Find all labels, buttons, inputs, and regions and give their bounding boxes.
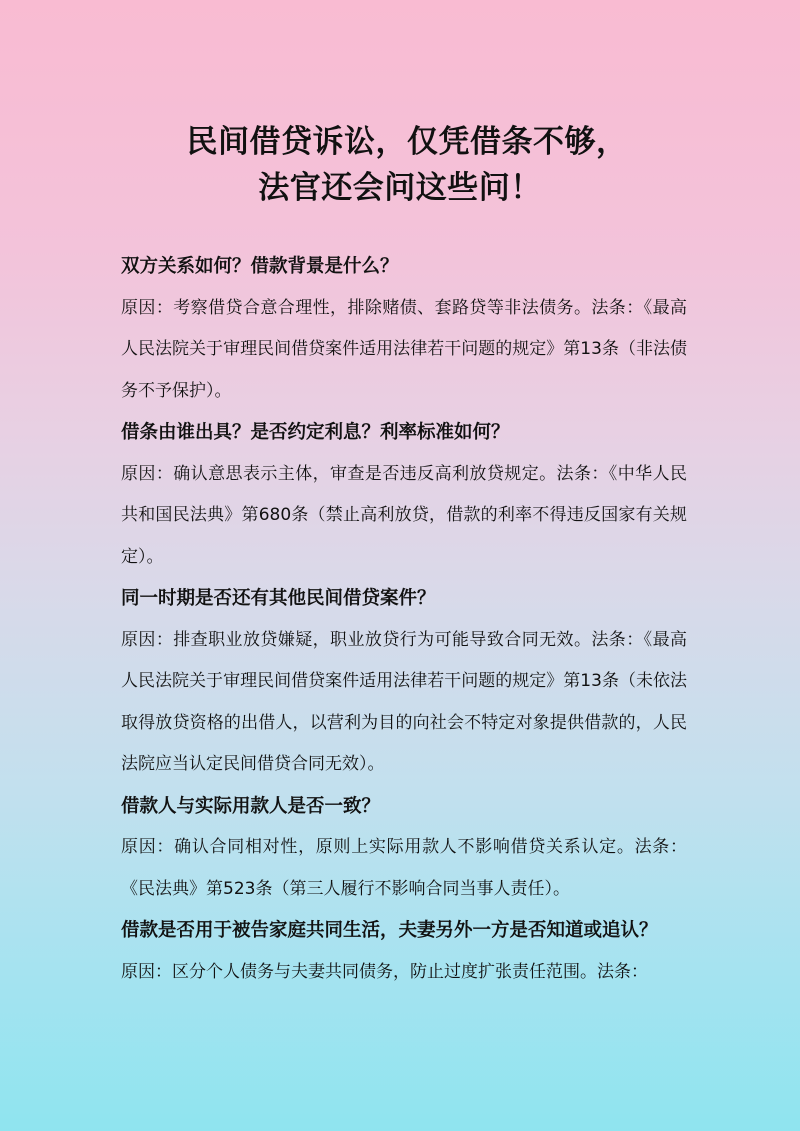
answer: 原因：排查职业放贷嫌疑，职业放贷行为可能导致合同无效。法条：《最高人民法院关于审理民间借贷案件适用法律若干问题的规定》第13条（未依法取得放贷资格的出借人，以营利为目的向社会不特定对象提供借款的，人民法院应当认定民间借贷合同无效）。 [121, 629, 687, 774]
qa-item [121, 910, 687, 993]
answer: 原因：考察借贷合意合理性，排除赌债、套路贷等非法债务。法条：《最高人民法院关于审理民间借贷案件适用法律若干问题的规定》第13条（非法债务不予保护）。 [121, 297, 687, 401]
qa-item [121, 786, 687, 911]
qa-item [121, 578, 687, 786]
question: 借款是否用于被告家庭共同生活，夫妻另外一方是否知道或追认？ [121, 920, 658, 941]
answer: 原因：确认意思表示主体，审查是否违反高利放贷规定。法条：《中华人民共和国民法典》第680条（禁止高利放贷，借款的利率不得违反国家有关规定）。 [121, 463, 687, 567]
question: 同一时期是否还有其他民间借贷案件？ [121, 588, 436, 609]
question: 双方关系如何？借款背景是什么？ [121, 256, 399, 277]
qa-item [121, 412, 687, 578]
title-line-1: 民间借贷诉讼，仅凭借条不够， [186, 123, 628, 160]
page-title [0, 119, 800, 211]
answer: 原因：确认合同相对性，原则上实际用款人不影响借贷关系认定。法条：《民法典》第523条（第三人履行不影响合同当事人责任）。 [121, 837, 687, 899]
qa-list [121, 246, 687, 993]
question: 借款人与实际用款人是否一致？ [121, 795, 381, 817]
title-line-2: 法官还会问这些问！ [258, 169, 542, 206]
qa-item [121, 246, 687, 412]
answer: 原因：区分个人债务与夫妻共同债务，防止过度扩张责任范围。法条： [121, 961, 648, 982]
question: 借条由谁出具？是否约定利息？利率标准如何？ [121, 422, 510, 443]
